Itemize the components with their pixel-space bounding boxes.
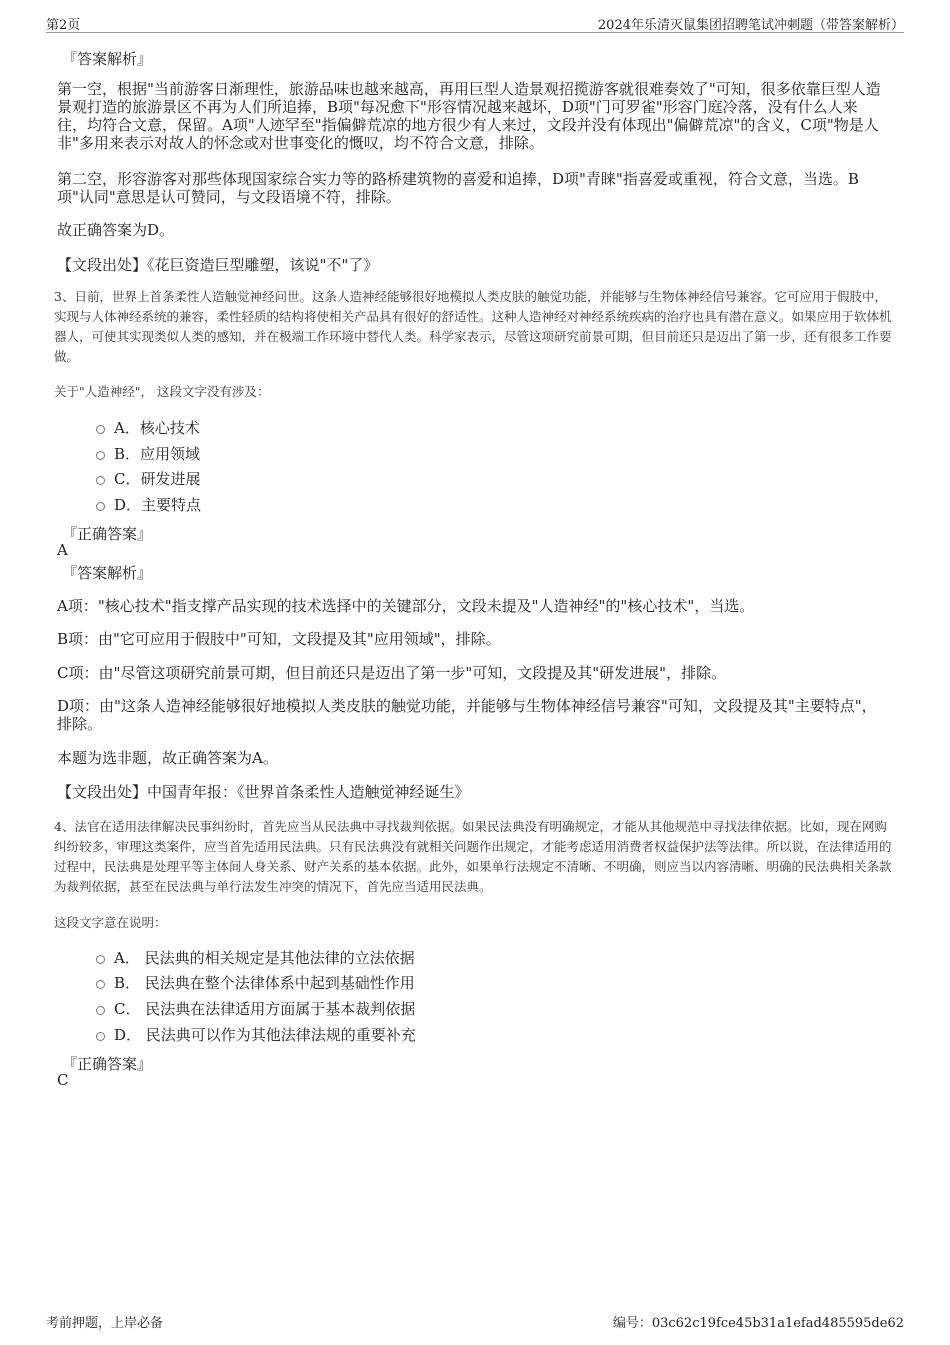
analysis-paragraph-1: 第一空，根据"当前游客日渐理性，旅游品味也越来越高，再用巨型人造景观招揽游客就很难奏效了"可知，很多依靠巨型人造景观打造的旅游景区不再为人们所追捧，B项"每况愈下"形容情况越来越坏，D项"门可罗雀"形容门庭冷落，没有什么人来往，均符合文意，保留。A项"人迹罕至"指偏僻荒凉的地方很少有人来过，文段并没有体现出"偏僻荒凉"的含义，C项"物是人非"多用来表示对故人的怀念或对世事变化的慨叹，均不符合文意，排除。 (57, 80, 881, 152)
page-header (46, 12, 904, 33)
correct-answer-label: 『正确答案』 (62, 1055, 153, 1073)
question-3-option-b[interactable] (96, 443, 200, 464)
document-id: 编号：03c62c19fce45b31a1efad485595de62 (612, 1316, 904, 1331)
analysis-item-d: D项：由"这条人造神经能够很好地模拟人类皮肤的触觉功能，并能够与生物体神经信号兼容"可知，文段提及其"主要特点"，排除。 (57, 697, 877, 733)
question-3-stem: 关于"人造神经"， 这段文字没有涉及： (54, 384, 270, 399)
source-citation: 【文段出处】《花巨资造巨型雕塑，该说"不"了》 (57, 256, 379, 274)
document-title: 2024年乐清灭鼠集团招聘笔试冲刺题（带答案解析） (597, 18, 904, 33)
option-label: A．核心技术 (114, 419, 200, 437)
radio-icon[interactable] (96, 1032, 105, 1041)
radio-icon[interactable] (96, 502, 105, 511)
option-label: B．应用领域 (114, 445, 201, 463)
analysis-conclusion: 故正确答案为D。 (57, 221, 175, 239)
analysis-label: 『答案解析』 (62, 564, 153, 582)
question-3-option-a[interactable] (96, 417, 200, 438)
radio-icon[interactable] (96, 1006, 105, 1015)
page-number: 第2页 (46, 18, 81, 33)
analysis-item-c: C项：由"尽管这项研究前景可期，但目前还只是迈出了第一步"可知，文段提及其"研发进展"，排除。 (57, 664, 727, 682)
correct-answer: A (57, 541, 68, 559)
question-3-option-c[interactable] (96, 468, 200, 489)
analysis-label: 『答案解析』 (62, 50, 153, 68)
question-4-option-d[interactable] (96, 1024, 416, 1045)
option-label: A． 民法典的相关规定是其他法律的立法依据 (114, 949, 415, 967)
correct-answer-label: 『正确答案』 (62, 525, 153, 543)
radio-icon[interactable] (96, 451, 105, 460)
option-label: C． 民法典在法律适用方面属于基本裁判依据 (114, 1000, 416, 1018)
radio-icon[interactable] (96, 980, 105, 989)
option-label: D．主要特点 (114, 496, 202, 514)
question-4-option-b[interactable] (96, 972, 415, 993)
question-4-text: 4、法官在适用法律解决民事纠纷时，首先应当从民法典中寻找裁判依据。如果民法典没有明确规定，才能从其他规范中寻找法律依据。比如，现在网购纠纷较多，审理这类案件，应当首先适用民法典。只有民法典没有就相关问题作出规定，才能考虑适用消费者权益保护法等法律。所以说，在法律适用的过程中，民法典是处理平等主体间人身关系、财产关系的基本依据。此外，如果单行法规定不清晰、不明确，则应当以内容清晰、明确的民法典相关条款为裁判依据，甚至在民法典与单行法发生冲突的情况下，首先应当适用民法典。 (54, 819, 892, 894)
footer-slogan: 考前押题，上岸必备 (46, 1316, 164, 1331)
radio-icon[interactable] (96, 955, 105, 964)
question-4-stem: 这段文字意在说明： (54, 915, 167, 930)
question-3-text: 3、日前，世界上首条柔性人造触觉神经问世。这条人造神经能够很好地模拟人类皮肤的触觉功能，并能够与生物体神经信号兼容。它可应用于假肢中，实现与人体神经系统的兼容，柔性轻质的结构将使相关产品具有很好的舒适性。这种人造神经对神经系统疾病的治疗也具有潜在意义。如果应用于软体机器人，可使其实现类似人类的感知，并在极端工作环境中替代人类。科学家表示，尽管这项研究前景可期，但目前还只是迈出了第一步，还有很多工作要做。 (54, 289, 892, 364)
analysis-item-b: B项：由"它可应用于假肢中"可知，文段提及其"应用领域"，排除。 (57, 630, 501, 648)
question-3-option-d[interactable] (96, 494, 201, 515)
option-label: B． 民法典在整个法律体系中起到基础性作用 (114, 974, 415, 992)
option-label: D． 民法典可以作为其他法律法规的重要补充 (114, 1026, 416, 1044)
radio-icon[interactable] (96, 425, 105, 434)
radio-icon[interactable] (96, 476, 105, 485)
correct-answer: C (57, 1071, 69, 1089)
analysis-conclusion: 本题为选非题，故正确答案为A。 (57, 749, 278, 767)
source-citation: 【文段出处】中国青年报：《世界首条柔性人造触觉神经诞生》 (57, 783, 470, 801)
analysis-paragraph-2: 第二空，形容游客对那些体现国家综合实力等的路桥建筑物的喜爱和追捧，D项"青睐"指喜爱或重视，符合文意，当选。B项"认同"意思是认可赞同，与文段语境不符，排除。 (57, 170, 859, 206)
analysis-item-a: A项："核心技术"指支撑产品实现的技术选择中的关键部分，文段未提及"人造神经"的"核心技术"，当选。 (57, 597, 755, 615)
option-label: C．研发进展 (114, 470, 201, 488)
question-4-option-a[interactable] (96, 947, 415, 968)
question-4-option-c[interactable] (96, 998, 415, 1019)
